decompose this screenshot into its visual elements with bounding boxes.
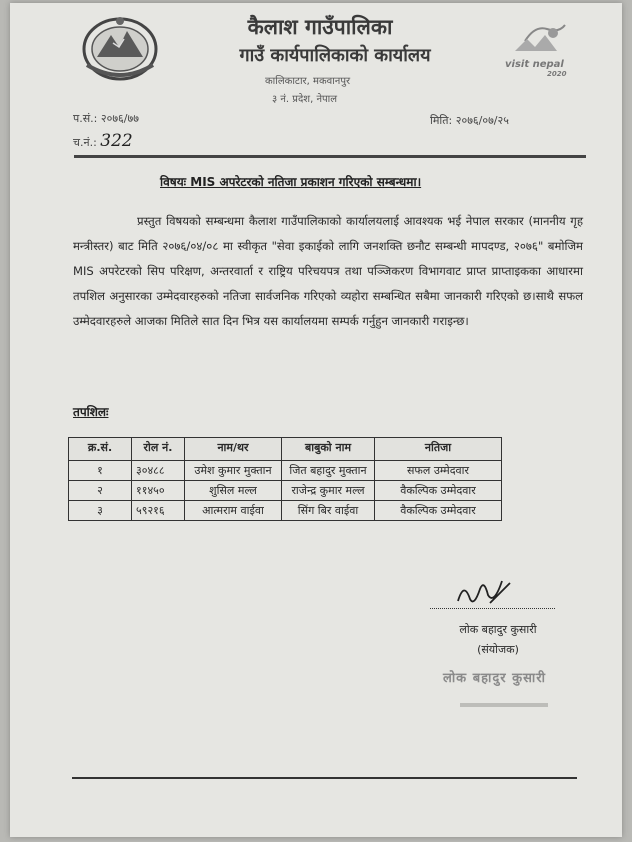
visit-nepal-year: 2020 (547, 70, 567, 78)
cell-roll: ३०४८८ (132, 461, 185, 481)
visit-nepal-text: visit nepal (505, 59, 564, 70)
letter-date (430, 113, 509, 128)
footer-divider (72, 777, 577, 779)
letter-number-value: २०७६/७७ (100, 112, 139, 125)
letter-number-label: प.सं.: (73, 112, 98, 125)
col-result: नतिजा (375, 438, 502, 461)
results-table (68, 437, 502, 521)
cell-father-name: राजेन्द्र कुमार मल्ल (282, 481, 375, 501)
cell-name: आत्मराम वाईवा (185, 501, 282, 521)
letter-body (73, 209, 583, 334)
table-row (69, 501, 502, 521)
col-name: नाम/थर (185, 438, 282, 461)
stamp-subtitle-blur (460, 693, 550, 699)
letter-number (73, 111, 139, 126)
visit-nepal-logo (505, 21, 580, 81)
address-line: कालिकाटार, मकवानपुर (265, 76, 351, 87)
cell-roll: ११४५० (132, 481, 185, 501)
signer-block (443, 620, 553, 660)
details-heading: तपशिलः (73, 405, 109, 419)
cell-serial: २ (69, 481, 132, 501)
cell-result: वैकल्पिक उम्मेदवार (375, 501, 502, 521)
cell-serial: १ (69, 461, 132, 481)
table-header-row (69, 438, 502, 461)
col-father-name: बाबुको नाम (282, 438, 375, 461)
subject-line: विषयः MIS अपरेटरको नतिजा प्रकाशन गरिएको सम्बन्धमा। (160, 175, 422, 189)
dispatch-number-label: च.नं.: (73, 136, 97, 149)
header-divider (74, 155, 586, 158)
body-paragraph: प्रस्तुत विषयको सम्बन्धमा कैलाश गाउँपालिकाको कार्यालयलाई आवश्यक भई नेपाल सरकार (माननीय गृह मन्त्रीस्तर) बाट मिति २०७६/०४/०८ मा स्वीकृत "सेवा इकाईको लागि जनशक्ति छनौट सम्बन्धी मापदण्ड, २०७६" बमोजिम MIS अपरेटरको सिप परिक्षण, अन्तरवार्ता र राष्ट्रिय परिचयपत्र तथा पञ्जिकरण विभागवाट प्राप्त प्राप्ताइकका आधारमा तपशिल अनुसारका उम्मेदवारहरुको नतिजा सार्वजनिक गरिएको व्यहोरा सम्बन्धित सबैमा जानकारी गरिएको छ।साथै सफल उम्मेदवारहरुले आजका मितिले सात दिन भित्र यस कार्यालयमा सम्पर्क गर्नुहुन जानकारी गराइन्छ। (73, 214, 583, 328)
signature-line (430, 608, 555, 609)
name-stamp: लोक बहादुर कुसारी (443, 671, 546, 686)
cell-serial: ३ (69, 501, 132, 521)
table-row (69, 481, 502, 501)
office-subtitle: गाउँ कार्यपालिकाको कार्यालय (239, 45, 431, 66)
cell-result: वैकल्पिक उम्मेदवार (375, 481, 502, 501)
cell-name: शुसिल मल्ल (185, 481, 282, 501)
signer-name: लोक बहादुर कुसारी (459, 623, 537, 636)
cell-father-name: सिंग बिर वाईवा (282, 501, 375, 521)
table-row (69, 461, 502, 481)
office-title: कैलाश गाउँपालिका (247, 15, 393, 39)
cell-result: सफल उम्मेदवार (375, 461, 502, 481)
col-roll: रोल नं. (132, 438, 185, 461)
nepal-emblem-icon (77, 13, 163, 85)
letter-date-label: मिति: (430, 114, 453, 127)
signer-role: (संयोजक) (477, 643, 519, 656)
dispatch-number (73, 131, 133, 151)
letter-sheet (10, 3, 622, 837)
cell-name: उमेश कुमार मुक्तान (185, 461, 282, 481)
cell-father-name: जित बहादुर मुक्तान (282, 461, 375, 481)
dispatch-number-value: 322 (100, 131, 133, 151)
cell-roll: ५९२१६ (132, 501, 185, 521)
col-serial: क्र.सं. (69, 438, 132, 461)
letter-date-value: २०७६/०७/२५ (455, 114, 509, 127)
province-line: ३ नं. प्रदेश, नेपाल (272, 94, 338, 105)
